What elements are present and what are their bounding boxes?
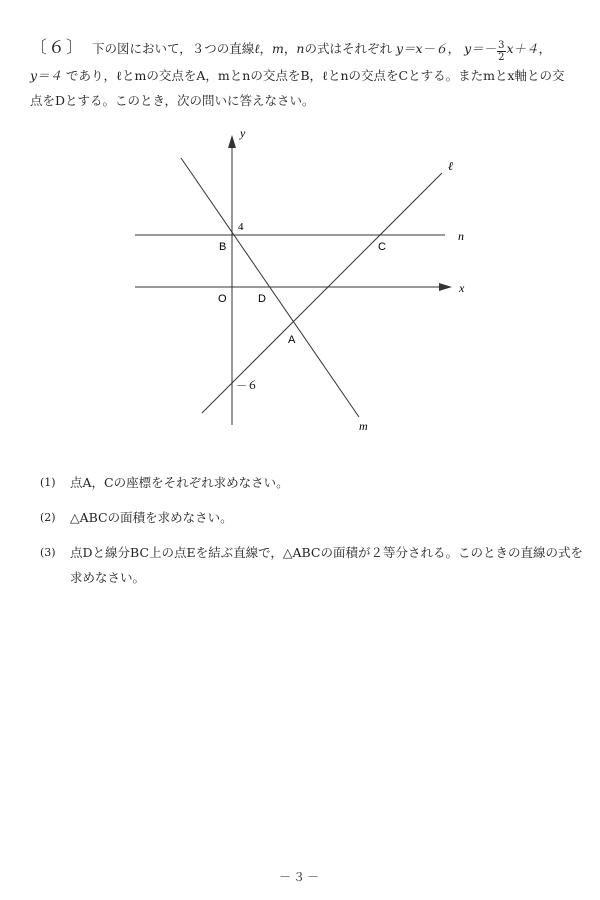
- separator: ，: [259, 41, 272, 56]
- equation-l: y＝x－６: [395, 41, 448, 56]
- question-3: [40, 540, 585, 590]
- questions-list: [40, 470, 585, 600]
- question-number: (2): [40, 511, 56, 524]
- point-C-label: C: [378, 241, 386, 253]
- equation-n: y＝４: [30, 68, 63, 83]
- question-2: [40, 505, 585, 530]
- separator: ，: [447, 41, 461, 56]
- y-intercept-neg6-label: －６: [236, 380, 258, 392]
- y-intercept-4-label: 4: [238, 221, 244, 233]
- line-l-label: ℓ: [448, 159, 453, 173]
- intro-text-3: であり，ℓとmの交点をA，mとnの交点をB，ℓとnの交点をCとする。またmとx軸との交点をDとする。このとき，次の問いに答えなさい。: [30, 68, 565, 108]
- fraction-numerator: 3: [498, 40, 505, 51]
- line-l: [202, 173, 442, 413]
- point-B-label: B: [219, 241, 227, 253]
- problem-statement: [30, 36, 575, 113]
- line-n-symbol: n: [296, 41, 305, 56]
- y-axis-label: y: [240, 126, 246, 140]
- x-axis-label: x: [459, 281, 465, 295]
- question-number: (3): [40, 546, 56, 559]
- question-number: (1): [40, 476, 56, 489]
- problem-number: 〔６〕: [30, 38, 84, 58]
- line-l-symbol: ℓ: [254, 41, 260, 56]
- line-m-symbol: m: [272, 41, 284, 56]
- y-axis-arrow: [228, 135, 236, 148]
- intro-text-2: の式はそれぞれ: [304, 41, 392, 56]
- equation-m-prefix: y＝－: [464, 41, 497, 56]
- question-text: 点A，Cの座標をそれぞれ求めなさい。: [70, 475, 289, 490]
- point-A-label: A: [288, 334, 296, 346]
- fraction-denominator: 2: [498, 52, 505, 63]
- page-number: －３－: [278, 870, 321, 884]
- intro-text: 下の図において，３つの直線: [92, 41, 255, 56]
- line-m-label: m: [359, 419, 368, 433]
- x-axis-arrow: [439, 283, 452, 291]
- line-n-label: n: [458, 229, 464, 243]
- fraction: [497, 40, 505, 63]
- separator: ，: [538, 41, 552, 56]
- origin-label: O: [218, 293, 227, 305]
- question-1: [40, 470, 585, 495]
- question-text: 点Dと線分BC上の点Eを結ぶ直線で，△ABCの面積が２等分される。このときの直線の式を求めなさい。: [70, 545, 584, 585]
- separator: ，: [283, 41, 297, 56]
- point-D-label: D: [258, 293, 266, 305]
- question-text: △ABCの面積を求めなさい。: [70, 510, 233, 525]
- coordinate-figure: [130, 120, 470, 440]
- equation-m-suffix: x＋４: [506, 41, 539, 56]
